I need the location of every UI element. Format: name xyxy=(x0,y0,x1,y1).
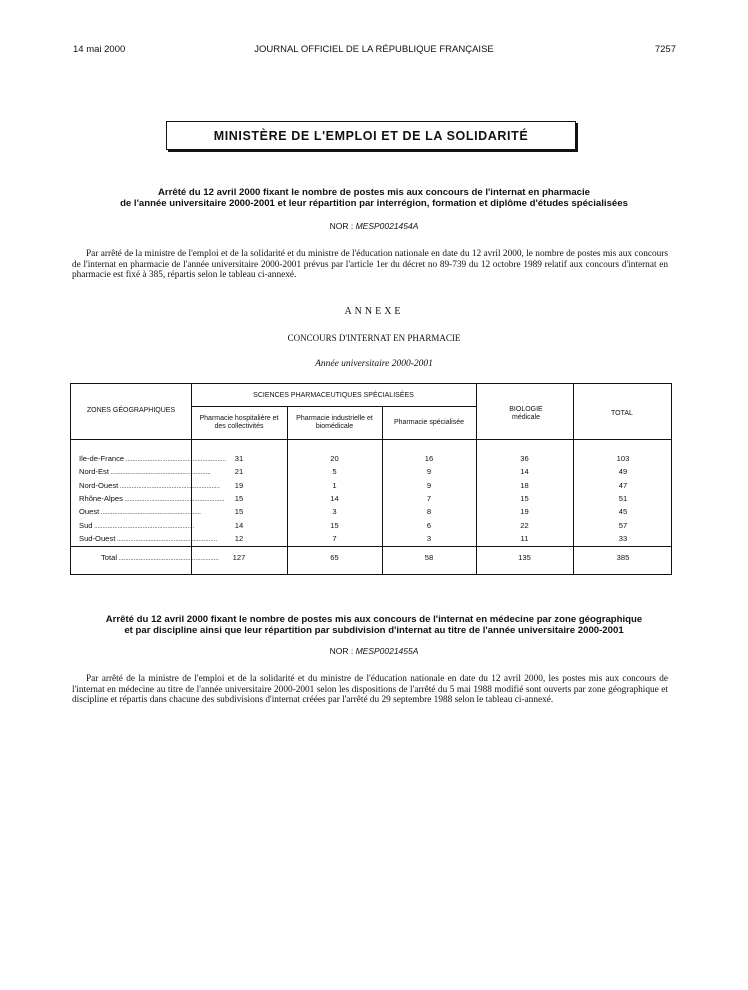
table-row-zone xyxy=(79,480,220,490)
table-row-cell-bio: 22 xyxy=(520,520,529,530)
dot-leader: ............................................................ xyxy=(122,496,225,503)
table-row-cell-ph: 31 xyxy=(234,454,244,463)
zone-label: Ouest xyxy=(79,507,100,517)
dot-leader: ............................................................ xyxy=(124,457,226,463)
arrete2-nor-label: NOR : xyxy=(329,646,356,656)
table-divider xyxy=(287,406,288,574)
header-date: 14 mai 2000 xyxy=(73,44,126,55)
table-row-cell-ps: 9 xyxy=(426,480,432,490)
table-row-cell-ph: 14 xyxy=(234,520,244,530)
table-total-row-zone xyxy=(79,553,219,562)
table-total-row-cell-bio: 135 xyxy=(518,553,531,562)
header-journal-title: JOURNAL OFFICIEL DE LA RÉPUBLIQUE FRANÇAISE xyxy=(254,44,494,55)
table-divider xyxy=(382,406,383,574)
table-row-cell-bio: 11 xyxy=(520,533,529,543)
table-row-cell-total: 51 xyxy=(618,493,628,503)
table-row-cell-ps: 7 xyxy=(426,493,432,503)
dot-leader: ............................................................ xyxy=(115,536,217,543)
zone-label: Nord-Ouest xyxy=(79,480,119,490)
arrete1-title-line1: Arrêté du 12 avril 2000 fixant le nombre de postes mis aux concours de l'internat en pharmacie xyxy=(157,187,591,198)
table-total-row-cell-ps: 58 xyxy=(424,553,434,562)
postes-table xyxy=(70,383,672,575)
zone-label: Ile-de-France xyxy=(79,454,125,463)
table-total-row-cell-ph: 127 xyxy=(232,553,246,562)
table-row-cell-bio: 18 xyxy=(520,480,529,490)
table-row-zone xyxy=(79,454,226,463)
col-pharmacie-specialisee: Pharmacie spécialisée xyxy=(393,419,465,426)
table-row-cell-pi: 15 xyxy=(330,520,339,530)
table-divider xyxy=(71,546,671,547)
table-total-row-cell-total: 385 xyxy=(616,553,630,562)
arrete2-body: Par arrêté de la ministre de l'emploi et de la solidarité et du ministre de l'éducation nationale en date du 12 avril 2000, les postes mis aux concours de l'internat en médecine au titre de l'année universitaire 2000-2001 selon les dispositions de l'arrêté du 5 mai 1988 modifié sont ouverts par zone géographique et discipline et répartis dans chacune des subdivisions d'internat créées par l'arrêté du 29 septembre 1988 selon le tableau ci-annexé. xyxy=(72,674,668,705)
table-row-cell-ps: 3 xyxy=(426,533,432,543)
table-row-cell-pi: 20 xyxy=(330,454,339,463)
table-row-cell-pi: 7 xyxy=(332,533,337,543)
table-divider xyxy=(191,406,476,407)
table-row-cell-ps: 16 xyxy=(424,454,434,463)
table-row-zone xyxy=(79,493,225,503)
ministry-banner xyxy=(166,121,576,150)
dot-leader: ............................................................ xyxy=(118,483,220,490)
zone-label: Rhône-Alpes xyxy=(79,493,123,503)
table-row-zone xyxy=(79,520,195,530)
arrete1-nor-code: MESP0021454A xyxy=(355,221,419,231)
arrete2-nor-code: MESP0021455A xyxy=(355,646,419,656)
table-row-cell-bio: 14 xyxy=(520,467,529,477)
arrete1-nor xyxy=(0,221,748,231)
arrete1-nor-label: NOR : xyxy=(329,221,356,231)
dot-leader: ............................................................ xyxy=(99,510,201,517)
arrete1-title-line2: de l'année universitaire 2000-2001 et leur répartition par interrégion, formation et diplôme d'études spécialisées xyxy=(120,198,628,209)
dot-leader: ............................................................ xyxy=(117,556,219,562)
table-row-cell-ph: 12 xyxy=(234,533,244,543)
zone-label: Sud-Ouest xyxy=(79,533,116,543)
table-row-cell-ps: 9 xyxy=(426,467,432,477)
sciences-group-header: SCIENCES PHARMACEUTIQUES SPÉCIALISÉES xyxy=(253,392,414,399)
arrete1-body: Par arrêté de la ministre de l'emploi et de la solidarité et du ministre de l'éducation nationale en date du 12 avril 2000, le nombre de postes mis aux concours de l'internat en pharmacie de l'année universitaire 2000-2001 prévus par l'article 1er du décret no 89-739 du 12 octobre 1989 relatif aux concours d'internat en pharmacie est fixé à 385, répartis selon le tableau ci-annexé. xyxy=(72,249,668,280)
arrete2-title xyxy=(60,614,688,636)
table-row-cell-ph: 15 xyxy=(234,507,244,517)
zone-label: Nord-Est xyxy=(79,467,109,477)
table-row-cell-total: 47 xyxy=(618,480,628,490)
ministry-title: MINISTÈRE DE L'EMPLOI ET DE LA SOLIDARITÉ xyxy=(213,128,529,143)
table-row-cell-total: 57 xyxy=(618,520,628,530)
dot-leader: ............................................................ xyxy=(108,470,211,477)
table-row-cell-total: 45 xyxy=(618,507,628,517)
table-row-cell-ps: 6 xyxy=(426,520,432,530)
zone-label: Sud xyxy=(79,520,93,530)
table-row-cell-bio: 36 xyxy=(520,454,529,463)
col-pharmacie-industrielle: Pharmacie industrielle et biomédicale xyxy=(296,415,373,430)
table-row-cell-pi: 5 xyxy=(332,467,337,477)
table-row-cell-total: 49 xyxy=(618,467,628,477)
annexe-title: ANNEXE xyxy=(344,306,404,317)
header-page-number: 7257 xyxy=(654,44,676,55)
table-row-cell-ps: 8 xyxy=(426,507,432,517)
col-biologie-medicale: BIOLOGIE médicale xyxy=(509,406,543,421)
table-row-cell-ph: 21 xyxy=(234,467,244,477)
table-row-cell-bio: 15 xyxy=(520,493,529,503)
table-row-cell-ph: 15 xyxy=(234,493,244,503)
table-total-row-cell-pi: 65 xyxy=(330,553,339,562)
table-row-cell-pi: 1 xyxy=(332,480,337,490)
arrete2-title-line2: et par discipline ainsi que leur répartition par subdivision d'internat au titre de l'année universitaire 2000-2001 xyxy=(124,625,624,636)
dot-leader: ............................................................ xyxy=(92,523,195,530)
arrete2-title-line1: Arrêté du 12 avril 2000 fixant le nombre de postes mis aux concours de l'internat en médecine par zone géographique xyxy=(105,614,643,625)
table-row-cell-pi: 14 xyxy=(330,493,339,503)
arrete2-nor xyxy=(0,646,748,656)
zone-label: Total xyxy=(101,553,118,562)
table-row-cell-total: 103 xyxy=(616,454,630,463)
table-row-zone xyxy=(79,507,201,517)
col-pharmacie-hospitaliere: Pharmacie hospitalière et des collectivités xyxy=(199,415,279,430)
annexe-subtitle: CONCOURS D'INTERNAT EN PHARMACIE xyxy=(287,333,461,343)
table-row-cell-total: 33 xyxy=(618,533,628,543)
arrete1-title xyxy=(60,187,688,209)
col-total: TOTAL xyxy=(611,410,633,417)
table-row-cell-pi: 3 xyxy=(332,507,337,517)
table-row-cell-bio: 19 xyxy=(520,507,529,517)
zones-header: ZONES GÉOGRAPHIQUES xyxy=(86,407,176,414)
annexe-year: Année universitaire 2000-2001 xyxy=(315,359,433,369)
table-divider xyxy=(71,439,671,440)
table-row-zone xyxy=(79,533,217,543)
table-row-zone xyxy=(79,467,211,477)
table-row-cell-ph: 19 xyxy=(234,480,244,490)
